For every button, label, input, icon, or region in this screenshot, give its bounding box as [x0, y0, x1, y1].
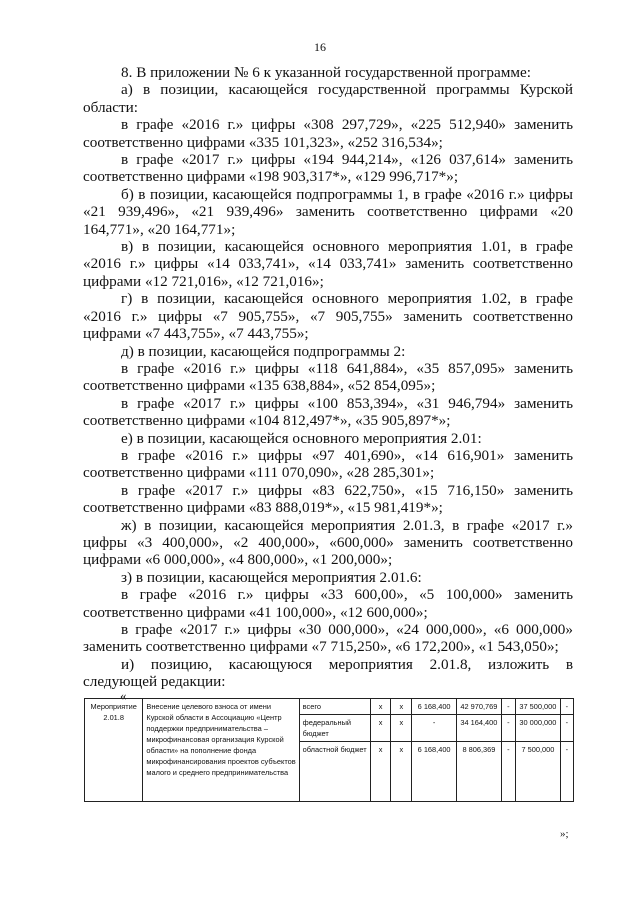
table-cell: 34 164,400	[457, 715, 502, 742]
table-cell: -	[501, 715, 515, 742]
table-cell: x	[391, 699, 412, 715]
appendix-table	[84, 698, 574, 802]
document-body	[83, 64, 573, 691]
table-cell: 6 168,400	[412, 742, 457, 802]
table-row	[85, 699, 574, 715]
paragraph: б) в позиции, касающейся подпрограммы 1, в графе «2016 г.» цифры «21 939,496», «21 939,496» заменить соответственно цифрами «20 164,771», «20 164,771»;	[83, 185, 573, 238]
event-code-cell: Мероприятие 2.01.8	[85, 699, 143, 802]
paragraph: в графе «2017 г.» цифры «83 622,750», «15 716,150» заменить соответственно цифрами «83 888,019*», «15 981,419*»;	[83, 481, 573, 517]
paragraph: з) в позиции, касающейся мероприятия 2.01.6:	[121, 568, 422, 586]
paragraph: в графе «2016 г.» цифры «97 401,690», «14 616,901» заменить соответственно цифрами «111 070,090», «28 285,301»;	[83, 446, 573, 482]
paragraph: в графе «2016 г.» цифры «308 297,729», «225 512,940» заменить соответственно цифрами «335 101,323», «252 316,534»;	[83, 116, 573, 151]
event-name-cell: Внесение целевого взноса от имени Курской области в Ассоциацию «Центр поддержки предпринимательства – микрофинансовая организация Курской области» на пополнение фонда микрофинансирования проектов субъектов малого и среднего предпринимательства	[143, 699, 299, 802]
table-cell: 7 500,000	[516, 742, 561, 802]
paragraph: е) в позиции, касающейся основного мероприятия 2.01:	[121, 429, 482, 447]
table-cell: -	[560, 715, 573, 742]
paragraph: и) позицию, касающуюся мероприятия 2.01.8, изложить в следующей редакции:	[83, 655, 573, 691]
table-cell: x	[370, 742, 391, 802]
paragraph: в графе «2016 г.» цифры «33 600,00», «5 100,000» заменить соответственно цифрами «41 100,000», «12 600,000»;	[83, 586, 573, 621]
table-cell: 6 168,400	[412, 699, 457, 715]
table-cell: -	[560, 699, 573, 715]
table-cell: x	[370, 699, 391, 715]
opening-quote-mark: «	[120, 688, 127, 703]
table-cell: -	[501, 742, 515, 802]
paragraph: ж) в позиции, касающейся мероприятия 2.01.3, в графе «2017 г.» цифры «3 400,000», «2 400,000», «600,000» заменить соответственно цифрами «6 000,000», «4 800,000», «1 200,000»;	[83, 516, 573, 569]
table-cell: -	[412, 715, 457, 742]
funding-source-cell: федеральный бюджет	[299, 715, 370, 742]
paragraph: в графе «2016 г.» цифры «118 641,884», «35 857,095» заменить соответственно цифрами «135 638,884», «52 854,095»;	[83, 359, 573, 395]
paragraph: в графе «2017 г.» цифры «30 000,000», «24 000,000», «6 000,000» заменить соответственно цифрами «7 715,250», «6 172,200», «1 543,050»;	[83, 621, 573, 656]
table-cell: 8 806,369	[457, 742, 502, 802]
paragraph: в графе «2017 г.» цифры «194 944,214», «126 037,614» заменить соответственно цифрами «198 903,317*», «129 996,717*»;	[83, 151, 573, 186]
page-number: 16	[314, 40, 326, 54]
paragraph: в графе «2017 г.» цифры «100 853,394», «31 946,794» заменить соответственно цифрами «104 812,497*», «35 905,897*»;	[83, 394, 573, 430]
closing-quote-mark: »;	[560, 828, 569, 840]
table-cell: -	[560, 742, 573, 802]
paragraph: г) в позиции, касающейся основного мероприятия 1.02, в графе «2016 г.» цифры «7 905,755», «7 905,755» заменить соответственно цифрами «7 443,755», «7 443,755»;	[83, 290, 573, 343]
paragraph: а) в позиции, касающейся государственной программы Курской области:	[83, 81, 573, 116]
table-cell: x	[391, 715, 412, 742]
table-cell: x	[391, 742, 412, 802]
table-cell: -	[501, 699, 515, 715]
funding-source-cell: всего	[299, 699, 370, 715]
paragraph: д) в позиции, касающейся подпрограммы 2:	[121, 342, 406, 360]
table-cell: x	[370, 715, 391, 742]
table-cell: 37 500,000	[516, 699, 561, 715]
paragraph: 8. В приложении № 6 к указанной государственной программе:	[121, 64, 531, 81]
paragraph: в) в позиции, касающейся основного мероприятия 1.01, в графе «2016 г.» цифры «14 033,741», «14 033,741» заменить соответственно цифрами «12 721,016», «12 721,016»;	[83, 238, 573, 290]
funding-source-cell: областной бюджет	[299, 742, 370, 802]
table-cell: 30 000,000	[516, 715, 561, 742]
table-cell: 42 970,769	[457, 699, 502, 715]
